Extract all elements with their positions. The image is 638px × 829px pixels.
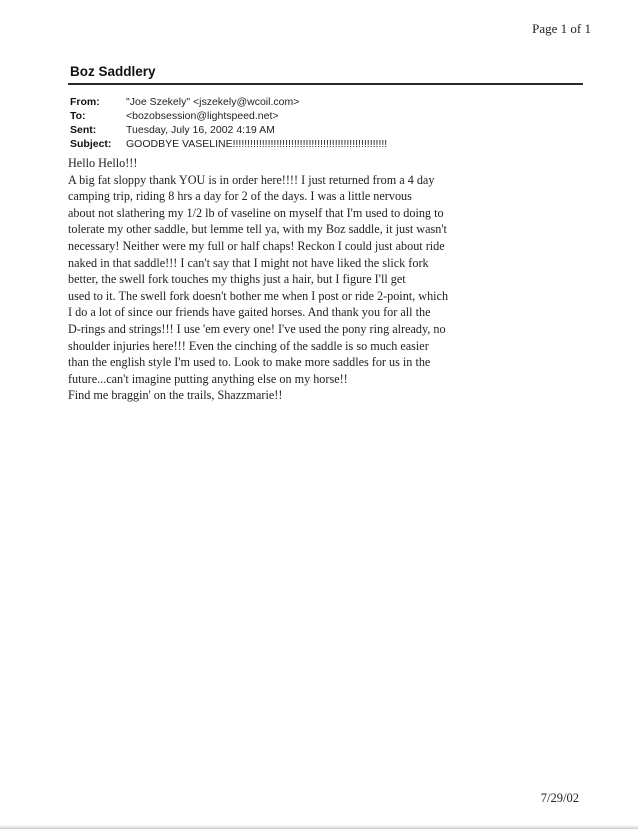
header-label: Subject: — [70, 138, 112, 150]
email-body — [68, 155, 468, 404]
body-line: I do a lot of since our friends have gaited horses. And thank you for all the — [68, 305, 431, 320]
body-line: about not slathering my 1/2 lb of vaseline on myself that I'm used to doing to — [68, 205, 444, 220]
title-divider — [68, 83, 583, 85]
sender-title: Boz Saddlery — [70, 64, 156, 79]
body-line: naked in that saddle!!! I can't say that I might not have liked the slick fork — [68, 255, 429, 270]
header-label: From: — [70, 96, 100, 108]
body-line: used to it. The swell fork doesn't bother me when I post or ride 2-point, which — [68, 288, 449, 303]
body-line: Hello Hello!!! — [68, 156, 138, 170]
header-from — [70, 95, 387, 109]
header-value: Tuesday, July 16, 2002 4:19 AM — [126, 124, 275, 136]
body-line: future...can't imagine putting anything else on my horse!! — [68, 371, 348, 386]
body-line: camping trip, riding 8 hrs a day for 2 of the days. I was a little nervous — [68, 189, 412, 204]
scan-edge — [0, 825, 638, 829]
header-value: "Joe Szekely" <jszekely@wcoil.com> — [126, 96, 300, 108]
footer-date: 7/29/02 — [540, 791, 579, 805]
body-line: Find me braggin' on the trails, Shazzmarie!! — [68, 388, 283, 403]
body-line: shoulder injuries here!!! Even the cinching of the saddle is so much easier — [68, 338, 429, 353]
header-value: <bozobsession@lightspeed.net> — [126, 110, 279, 122]
email-headers — [70, 95, 387, 151]
header-label: Sent: — [70, 124, 97, 136]
page-number: Page 1 of 1 — [532, 21, 591, 36]
body-line: necessary! Neither were my full or half chaps! Reckon I could just about ride — [68, 238, 445, 253]
body-line: better, the swell fork touches my thighs just a hair, but I figure I'll get — [68, 272, 406, 287]
header-to — [70, 109, 387, 123]
header-label: To: — [70, 110, 86, 122]
body-line: A big fat sloppy thank YOU is in order here!!!! I just returned from a 4 day — [68, 172, 435, 187]
body-line: D-rings and strings!!! I use 'em every one! I've used the pony ring already, no — [68, 321, 446, 336]
body-line: than the english style I'm used to. Look to make more saddles for us in the — [68, 355, 431, 370]
header-sent — [70, 123, 387, 137]
header-value: GOODBYE VASELINE!!!!!!!!!!!!!!!!!!!!!!!!!!!!!!!!!!!!!!!!!!!!!!!!!!!!! — [126, 138, 388, 150]
body-line: tolerate my other saddle, but lemme tell ya, with my Boz saddle, it just wasn't — [68, 222, 447, 237]
header-subject — [70, 137, 387, 151]
